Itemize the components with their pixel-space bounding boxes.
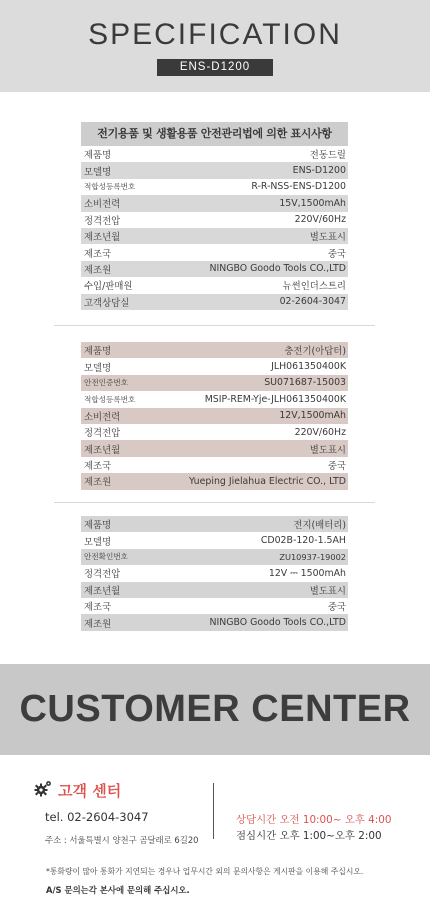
row-value: 별도표시: [309, 444, 346, 456]
table-row: [81, 261, 348, 277]
row-value: 뉴썬인더스트리: [282, 281, 346, 293]
table-row: [81, 146, 348, 162]
row-value: 충전기(아답터): [284, 346, 346, 358]
row-value: 중국: [327, 602, 346, 614]
row-value: 중국: [327, 460, 346, 472]
table-row: [81, 277, 348, 293]
row-value: 중국: [327, 248, 346, 260]
row-value: MSIP-REM-Yje-JLH061350400K: [204, 393, 346, 405]
table-row: [81, 598, 348, 614]
row-value: NINGBO Goodo Tools CO.,LTD: [209, 263, 346, 275]
table-row: [81, 582, 348, 598]
spec-table-charger: [81, 342, 348, 490]
consult-hours: 상담시간 오전 10:00~ 오후 4:00: [236, 814, 392, 826]
page-title: SPECIFICATION: [88, 18, 342, 51]
table-row: [81, 614, 348, 630]
row-value: ZU10937-19002: [279, 551, 346, 562]
row-label: 제조년월: [84, 232, 121, 244]
row-value: 12V,1500mAh: [279, 410, 346, 422]
row-label: 제조년월: [84, 444, 121, 456]
row-label: 제품명: [84, 520, 112, 532]
row-label: 고객상담실: [84, 297, 130, 309]
row-value: CD02B-120-1.5AH: [260, 535, 346, 547]
as-notice-text: A/S 문의는각 본사에 문의해 주십시오.: [46, 885, 190, 895]
table-row: [81, 244, 348, 260]
row-label: 정격전압: [84, 215, 121, 227]
table-row: [81, 457, 348, 473]
row-value: 별도표시: [309, 232, 346, 244]
customer-center-title: CUSTOMER CENTER: [19, 688, 411, 730]
row-value: NINGBO Goodo Tools CO.,LTD: [209, 617, 346, 629]
row-label: 적합성등록번호: [84, 394, 136, 404]
address: 주소 : 서울특별시 양천구 곰달래로 6길20: [45, 835, 199, 845]
table-row: [81, 228, 348, 244]
table-row: [81, 162, 348, 178]
table-row: [81, 375, 348, 391]
row-value: ENS-D1200: [292, 165, 346, 177]
table-row: [81, 391, 348, 407]
row-value: 15V,1500mAh: [279, 197, 346, 209]
row-label: 정격전압: [84, 428, 121, 440]
row-label: 정격전압: [84, 569, 121, 581]
row-value: 별도표시: [309, 585, 346, 597]
row-value: Yueping Jielahua Electric CO., LTD: [189, 475, 346, 487]
table-row: [81, 424, 348, 440]
vertical-divider: [213, 783, 214, 839]
row-label: 소비전력: [84, 199, 121, 211]
table-row: [81, 212, 348, 228]
section-divider: [54, 325, 375, 326]
row-label: 안전인증번호: [84, 378, 129, 388]
table-row: [81, 440, 348, 456]
row-value: SU071687-15003: [264, 377, 346, 389]
customer-info: [0, 755, 430, 909]
row-label: 제품명: [84, 150, 112, 162]
spec-header: [0, 0, 430, 92]
table-row: [81, 516, 348, 532]
table-row: [81, 565, 348, 581]
customer-center-band: [0, 664, 430, 755]
row-label: 제조국: [84, 248, 112, 260]
row-label: 수입/판매원: [84, 281, 133, 293]
table-row: [81, 179, 348, 195]
phone-number: tel. 02-2604-3047: [45, 810, 149, 824]
spec-table-main: [81, 122, 348, 310]
customer-center-heading: 고객 센터: [58, 782, 122, 800]
model-badge: ENS-D1200: [157, 59, 273, 76]
table-row: [81, 342, 348, 358]
row-label: 모델명: [84, 536, 112, 548]
row-label: 소비전력: [84, 411, 121, 423]
row-value: 220V/60Hz: [294, 214, 346, 226]
row-label: 제품명: [84, 346, 112, 358]
table-row: [81, 195, 348, 211]
table-row: [81, 408, 348, 424]
row-label: 제조원: [84, 477, 112, 489]
row-label: 모델명: [84, 166, 112, 178]
row-label: 제조년월: [84, 585, 121, 597]
row-value: 220V/60Hz: [294, 426, 346, 438]
row-label: 안전확인번호: [84, 552, 129, 562]
row-value: 전지(배터리): [293, 520, 346, 532]
row-label: 모델명: [84, 362, 112, 374]
row-value: 12V ⎓ 1500mAh: [268, 567, 346, 579]
row-label: 제조국: [84, 602, 112, 614]
table-row: [81, 294, 348, 310]
spec-table-battery: [81, 516, 348, 631]
row-value: JLH061350400K: [271, 361, 346, 373]
row-value: 02-2604-3047: [279, 296, 346, 308]
notice-text: *통화량이 많아 통화가 지연되는 경우나 업무시간 외의 문의사항은 게시판을 이용해 주십시오.: [46, 867, 364, 876]
section-divider: [54, 502, 375, 503]
lunch-hours: 점심시간 오후 1:00~오후 2:00: [236, 830, 382, 842]
table-heading: 전기용품 및 생활용품 안전관리법에 의한 표시사항: [81, 122, 348, 146]
table-row: [81, 532, 348, 548]
row-value: 전동드릴: [309, 150, 346, 162]
table-row: [81, 358, 348, 374]
row-label: 제조원: [84, 264, 112, 276]
table-row: [81, 473, 348, 489]
row-label: 제조원: [84, 618, 112, 630]
row-label: 제조국: [84, 460, 112, 472]
table-row: [81, 549, 348, 565]
row-value: R-R-NSS-ENS-D1200: [251, 181, 346, 193]
row-label: 적합성등록번호: [84, 182, 136, 192]
gear-icon: [33, 779, 53, 799]
